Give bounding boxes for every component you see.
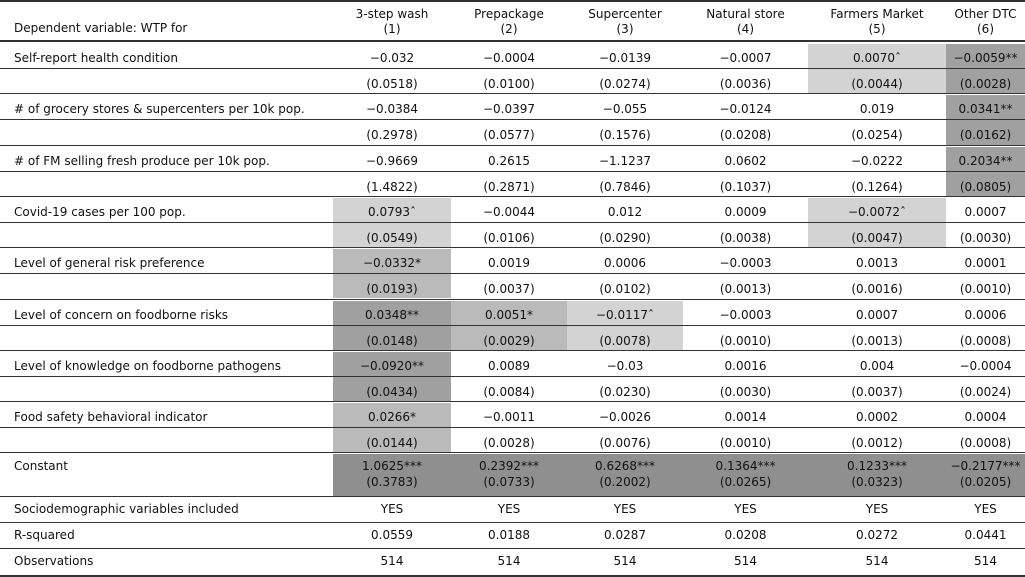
std-error-cell: (0.0047) bbox=[851, 230, 903, 245]
coefficient-cell: 0.2615 bbox=[488, 153, 530, 168]
std-error-cell: (0.0013) bbox=[851, 333, 903, 348]
std-error-cell: (0.0106) bbox=[483, 230, 535, 245]
footer-value: 0.0441 bbox=[964, 528, 1007, 543]
row-rule bbox=[0, 247, 1025, 248]
footer-value: 0.0287 bbox=[604, 528, 646, 543]
std-error-cell: (0.0254) bbox=[851, 128, 903, 143]
column-header-name: Prepackage bbox=[474, 7, 544, 21]
std-error-cell: (0.0549) bbox=[366, 230, 418, 245]
coefficient-cell: −0.0397 bbox=[482, 102, 536, 117]
std-error-cell: (0.0012) bbox=[851, 436, 903, 451]
inner-rule bbox=[0, 222, 1025, 223]
std-error-cell: (0.0036) bbox=[719, 77, 772, 91]
std-error-cell: (0.0230) bbox=[599, 384, 651, 399]
footer-value: YES bbox=[974, 502, 997, 517]
std-error-cell: (0.0265) bbox=[719, 475, 772, 490]
std-error-cell: (0.1264) bbox=[851, 179, 903, 194]
row-label: Level of general risk preference bbox=[14, 256, 205, 271]
std-error-cell: (0.0010) bbox=[959, 282, 1012, 297]
coefficient-cell: 0.1364*** bbox=[715, 459, 776, 474]
footer-value: YES bbox=[613, 502, 637, 517]
footer-value: 514 bbox=[613, 554, 637, 569]
coefficient-cell: 0.0014 bbox=[724, 410, 767, 425]
std-error-cell: (0.2978) bbox=[366, 128, 418, 143]
coefficient-cell: −0.032 bbox=[369, 51, 415, 65]
std-error-cell: (0.0038) bbox=[719, 230, 772, 245]
std-error-cell: (0.2002) bbox=[599, 475, 651, 490]
coefficient-cell: −0.9669 bbox=[365, 153, 419, 168]
std-error-cell: (0.0030) bbox=[719, 384, 772, 399]
coefficient-cell: 0.0007 bbox=[964, 204, 1007, 219]
coefficient-cell: −0.0059** bbox=[953, 51, 1018, 65]
footer-value: 0.0188 bbox=[488, 528, 530, 543]
std-error-cell: (0.0205) bbox=[959, 475, 1012, 490]
row-rule bbox=[0, 522, 1025, 523]
coefficient-cell: −0.0011 bbox=[482, 410, 536, 425]
std-error-cell: (0.7846) bbox=[599, 179, 651, 194]
column-header-number: (6) bbox=[977, 22, 994, 36]
row-label: Observations bbox=[14, 554, 94, 569]
std-error-cell: (0.0044) bbox=[851, 77, 903, 91]
std-error-cell: (0.0274) bbox=[599, 77, 651, 91]
coefficient-cell: −1.1237 bbox=[598, 153, 652, 168]
coefficient-cell: 0.0002 bbox=[856, 410, 898, 425]
std-error-cell: (0.0010) bbox=[719, 436, 772, 451]
column-header-name: Other DTC bbox=[954, 7, 1017, 21]
coefficient-cell: 0.0006 bbox=[604, 256, 646, 271]
coefficient-cell: −0.0003 bbox=[719, 307, 772, 322]
std-error-cell: (0.0290) bbox=[599, 230, 651, 245]
std-error-cell: (0.1037) bbox=[719, 179, 772, 194]
coefficient-cell: 0.012 bbox=[607, 204, 643, 219]
std-error-cell: (0.0577) bbox=[483, 128, 535, 143]
coefficient-cell: 0.0602 bbox=[724, 153, 767, 168]
std-error-cell: (0.0805) bbox=[959, 179, 1012, 194]
inner-rule bbox=[0, 273, 1025, 274]
coefficient-cell: 0.2392*** bbox=[479, 459, 539, 474]
std-error-cell: (0.0148) bbox=[366, 333, 418, 348]
inner-rule bbox=[0, 427, 1025, 428]
coefficient-cell: −0.0072ˆ bbox=[847, 204, 907, 219]
column-header-name: Supercenter bbox=[588, 7, 662, 21]
footer-value: 514 bbox=[974, 554, 997, 569]
row-rule bbox=[0, 145, 1025, 146]
footer-value: 0.0272 bbox=[856, 528, 898, 543]
coefficient-cell: 0.0348** bbox=[365, 307, 419, 322]
std-error-cell: (0.0193) bbox=[366, 282, 418, 297]
coefficient-cell: −0.03 bbox=[606, 358, 644, 373]
column-header-name: Natural store bbox=[706, 7, 785, 21]
row-rule bbox=[0, 93, 1025, 94]
coefficient-cell: −0.0222 bbox=[850, 153, 904, 168]
column-header-number: (3) bbox=[616, 22, 634, 36]
coefficient-cell: 0.0089 bbox=[488, 358, 530, 373]
row-rule bbox=[0, 496, 1025, 497]
std-error-cell: (0.0084) bbox=[483, 384, 535, 399]
row-rule bbox=[0, 196, 1025, 197]
inner-rule bbox=[0, 119, 1025, 120]
coefficient-cell: −0.0003 bbox=[719, 256, 772, 271]
coefficient-cell: −0.0384 bbox=[365, 102, 419, 117]
std-error-cell: (0.0208) bbox=[719, 128, 772, 143]
std-error-cell: (0.0144) bbox=[366, 436, 418, 451]
stub-header: Dependent variable: WTP for bbox=[14, 21, 188, 35]
row-label: Constant bbox=[14, 459, 68, 474]
std-error-cell: (0.0013) bbox=[719, 282, 772, 297]
coefficient-cell: −0.0007 bbox=[719, 51, 772, 65]
std-error-cell: (0.0029) bbox=[483, 333, 535, 348]
std-error-cell: (0.0434) bbox=[366, 384, 418, 399]
coefficient-cell: 0.0341** bbox=[958, 102, 1013, 117]
row-label: # of FM selling fresh produce per 10k pop. bbox=[14, 153, 270, 168]
std-error-cell: (0.0733) bbox=[483, 475, 535, 490]
std-error-cell: (0.1576) bbox=[599, 128, 651, 143]
std-error-cell: (1.4822) bbox=[366, 179, 418, 194]
coefficient-cell: −0.0026 bbox=[598, 410, 652, 425]
column-header-number: (5) bbox=[868, 22, 886, 36]
footer-value: YES bbox=[380, 502, 404, 517]
row-rule bbox=[0, 548, 1025, 549]
footer-value: 0.0559 bbox=[371, 528, 413, 543]
inner-rule bbox=[0, 376, 1025, 377]
std-error-cell: (0.0008) bbox=[959, 436, 1012, 451]
coefficient-cell: 0.0070ˆ bbox=[853, 51, 901, 65]
row-rule bbox=[0, 452, 1025, 453]
coefficient-cell: 0.0001 bbox=[964, 256, 1007, 271]
inner-rule bbox=[0, 325, 1025, 326]
std-error-cell: (0.0076) bbox=[599, 436, 651, 451]
row-rule bbox=[0, 401, 1025, 402]
coefficient-cell: 1.0625*** bbox=[362, 459, 422, 474]
coefficient-cell: 0.019 bbox=[859, 102, 895, 117]
std-error-cell: (0.0024) bbox=[959, 384, 1012, 399]
std-error-cell: (0.0030) bbox=[959, 230, 1012, 245]
std-error-cell: (0.0016) bbox=[851, 282, 903, 297]
coefficient-cell: 0.0051* bbox=[485, 307, 533, 322]
inner-rule bbox=[0, 171, 1025, 172]
std-error-cell: (0.0518) bbox=[366, 77, 418, 91]
column-header-number: (2) bbox=[500, 22, 518, 36]
coefficient-cell: −0.0332* bbox=[362, 256, 422, 271]
footer-value: YES bbox=[734, 502, 757, 517]
coefficient-cell: −0.0004 bbox=[959, 358, 1012, 373]
std-error-cell: (0.0323) bbox=[851, 475, 903, 490]
footer-value: 514 bbox=[865, 554, 889, 569]
header-rule bbox=[0, 40, 1025, 42]
row-label: Level of concern on foodborne risks bbox=[14, 307, 229, 322]
footer-value: YES bbox=[865, 502, 889, 517]
std-error-cell: (0.0010) bbox=[719, 333, 772, 348]
coefficient-cell: 0.0006 bbox=[964, 307, 1007, 322]
footer-value: 514 bbox=[734, 554, 757, 569]
coefficient-cell: −0.0124 bbox=[719, 102, 772, 117]
column-header-name: Farmers Market bbox=[830, 7, 924, 21]
std-error-cell: (0.0028) bbox=[959, 77, 1012, 91]
row-label: Level of knowledge on foodborne pathogens bbox=[14, 358, 281, 373]
coefficient-cell: 0.0007 bbox=[856, 307, 898, 322]
row-rule bbox=[0, 299, 1025, 300]
row-label: # of grocery stores & supercenters per 10k pop. bbox=[14, 102, 305, 117]
coefficient-cell: 0.1233*** bbox=[847, 459, 907, 474]
row-label: Covid-19 cases per 100 pop. bbox=[14, 204, 186, 219]
coefficient-cell: 0.0793ˆ bbox=[368, 204, 416, 219]
row-label: Food safety behavioral indicator bbox=[14, 410, 208, 425]
row-label: Self-report health condition bbox=[14, 51, 178, 65]
footer-value: 514 bbox=[497, 554, 521, 569]
std-error-cell: (0.3783) bbox=[366, 475, 418, 490]
coefficient-cell: −0.2177*** bbox=[950, 459, 1021, 474]
std-error-cell: (0.0028) bbox=[483, 436, 535, 451]
std-error-cell: (0.0100) bbox=[483, 77, 535, 91]
coefficient-cell: 0.6268*** bbox=[595, 459, 655, 474]
coefficient-cell: 0.2034** bbox=[958, 153, 1013, 168]
coefficient-cell: 0.0016 bbox=[724, 358, 767, 373]
std-error-cell: (0.0102) bbox=[599, 282, 651, 297]
std-error-cell: (0.0037) bbox=[483, 282, 535, 297]
std-error-cell: (0.0078) bbox=[599, 333, 651, 348]
column-header-number: (1) bbox=[383, 22, 401, 36]
row-label: R-squared bbox=[14, 528, 75, 543]
coefficient-cell: −0.055 bbox=[602, 102, 648, 117]
row-label: Sociodemographic variables included bbox=[14, 502, 239, 517]
coefficient-cell: 0.0013 bbox=[856, 256, 898, 271]
coefficient-cell: 0.0266* bbox=[368, 410, 416, 425]
std-error-cell: (0.0008) bbox=[959, 333, 1012, 348]
std-error-cell: (0.0162) bbox=[959, 128, 1012, 143]
inner-rule bbox=[0, 68, 1025, 69]
coefficient-cell: 0.0019 bbox=[488, 256, 530, 271]
coefficient-cell: −0.0117ˆ bbox=[595, 307, 655, 322]
footer-value: 0.0208 bbox=[724, 528, 767, 543]
coefficient-cell: −0.0044 bbox=[482, 204, 536, 219]
coefficient-cell: 0.004 bbox=[859, 358, 895, 373]
std-error-cell: (0.0037) bbox=[851, 384, 903, 399]
coefficient-cell: −0.0004 bbox=[482, 51, 536, 65]
coefficient-cell: 0.0009 bbox=[724, 204, 767, 219]
top-rule bbox=[0, 0, 1025, 2]
footer-value: 514 bbox=[380, 554, 404, 569]
coefficient-cell: −0.0920** bbox=[359, 358, 425, 373]
coefficient-cell: −0.0139 bbox=[598, 51, 652, 65]
column-header-name: 3-step wash bbox=[355, 7, 429, 21]
coefficient-cell: 0.0004 bbox=[964, 410, 1007, 425]
column-header-number: (4) bbox=[737, 22, 754, 36]
std-error-cell: (0.2871) bbox=[483, 179, 535, 194]
row-rule bbox=[0, 350, 1025, 351]
footer-value: YES bbox=[497, 502, 521, 517]
